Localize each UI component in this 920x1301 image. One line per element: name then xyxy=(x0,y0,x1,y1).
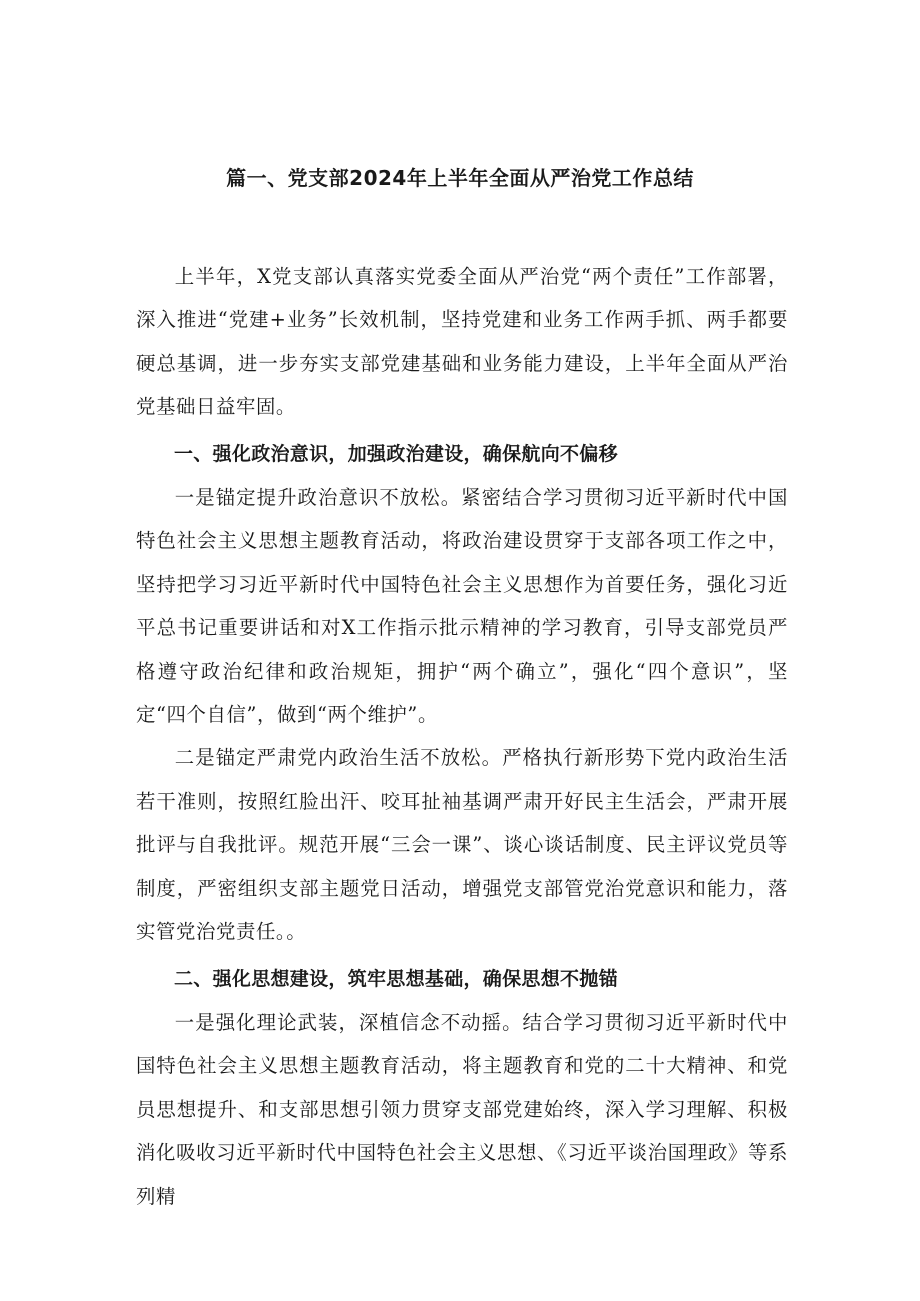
section2-paragraph-1: 一是强化理论武装，深植信念不动摇。结合学习贯彻习近平新时代中国特色社会主义思想主题教育活动，将主题教育和党的二十大精神、和党员思想提升、和支部思想引领力贯穿支部党建始终，深入学习理解、积极消化吸收习近平新时代中国特色社会主义思想、《习近平谈治国理政》等系列精 xyxy=(136,1010,788,1208)
document-body xyxy=(136,255,788,1218)
intro-paragraph: 上半年，X党支部认真落实党委全面从严治党“两个责任”工作部署，深入推进“党建+业务”长效机制，坚持党建和业务工作两手抓、两手都要硬总基调，进一步夯实支部党建基础和业务能力建设，上半年全面从严治党基础日益牢固。 xyxy=(136,265,788,419)
section1-paragraph-2: 二是锚定严肃党内政治生活不放松。严格执行新形势下党内政治生活若干准则，按照红脸出汗、咬耳扯袖基调严肃开好民主生活会，严肃开展批评与自我批评。规范开展“三会一课”、谈心谈话制度、民主评议党员等制度，严密组织支部主题党日活动，增强党支部管党治党意识和能力，落实管党治党责任。。 xyxy=(136,746,788,944)
section-heading-2: 二、强化思想建设，筑牢思想基础，确保思想不抛锚 xyxy=(174,967,618,990)
section-heading-1: 一、强化政治意识，加强政治建设，确保航向不偏移 xyxy=(174,442,618,465)
document-title: 篇一、党支部2024年上半年全面从严治党工作总结 xyxy=(226,166,694,190)
section1-paragraph-1: 一是锚定提升政治意识不放松。紧密结合学习贯彻习近平新时代中国特色社会主义思想主题教育活动，将政治建设贯穿于支部各项工作之中，坚持把学习习近平新时代中国特色社会主义思想作为首要任务，强化习近平总书记重要讲话和对X工作指示批示精神的学习教育，引导支部党员严格遵守政治纪律和政治规矩，拥护“两个确立”，强化“四个意识”，坚定“四个自信”，做到“两个维护”。 xyxy=(136,486,788,727)
